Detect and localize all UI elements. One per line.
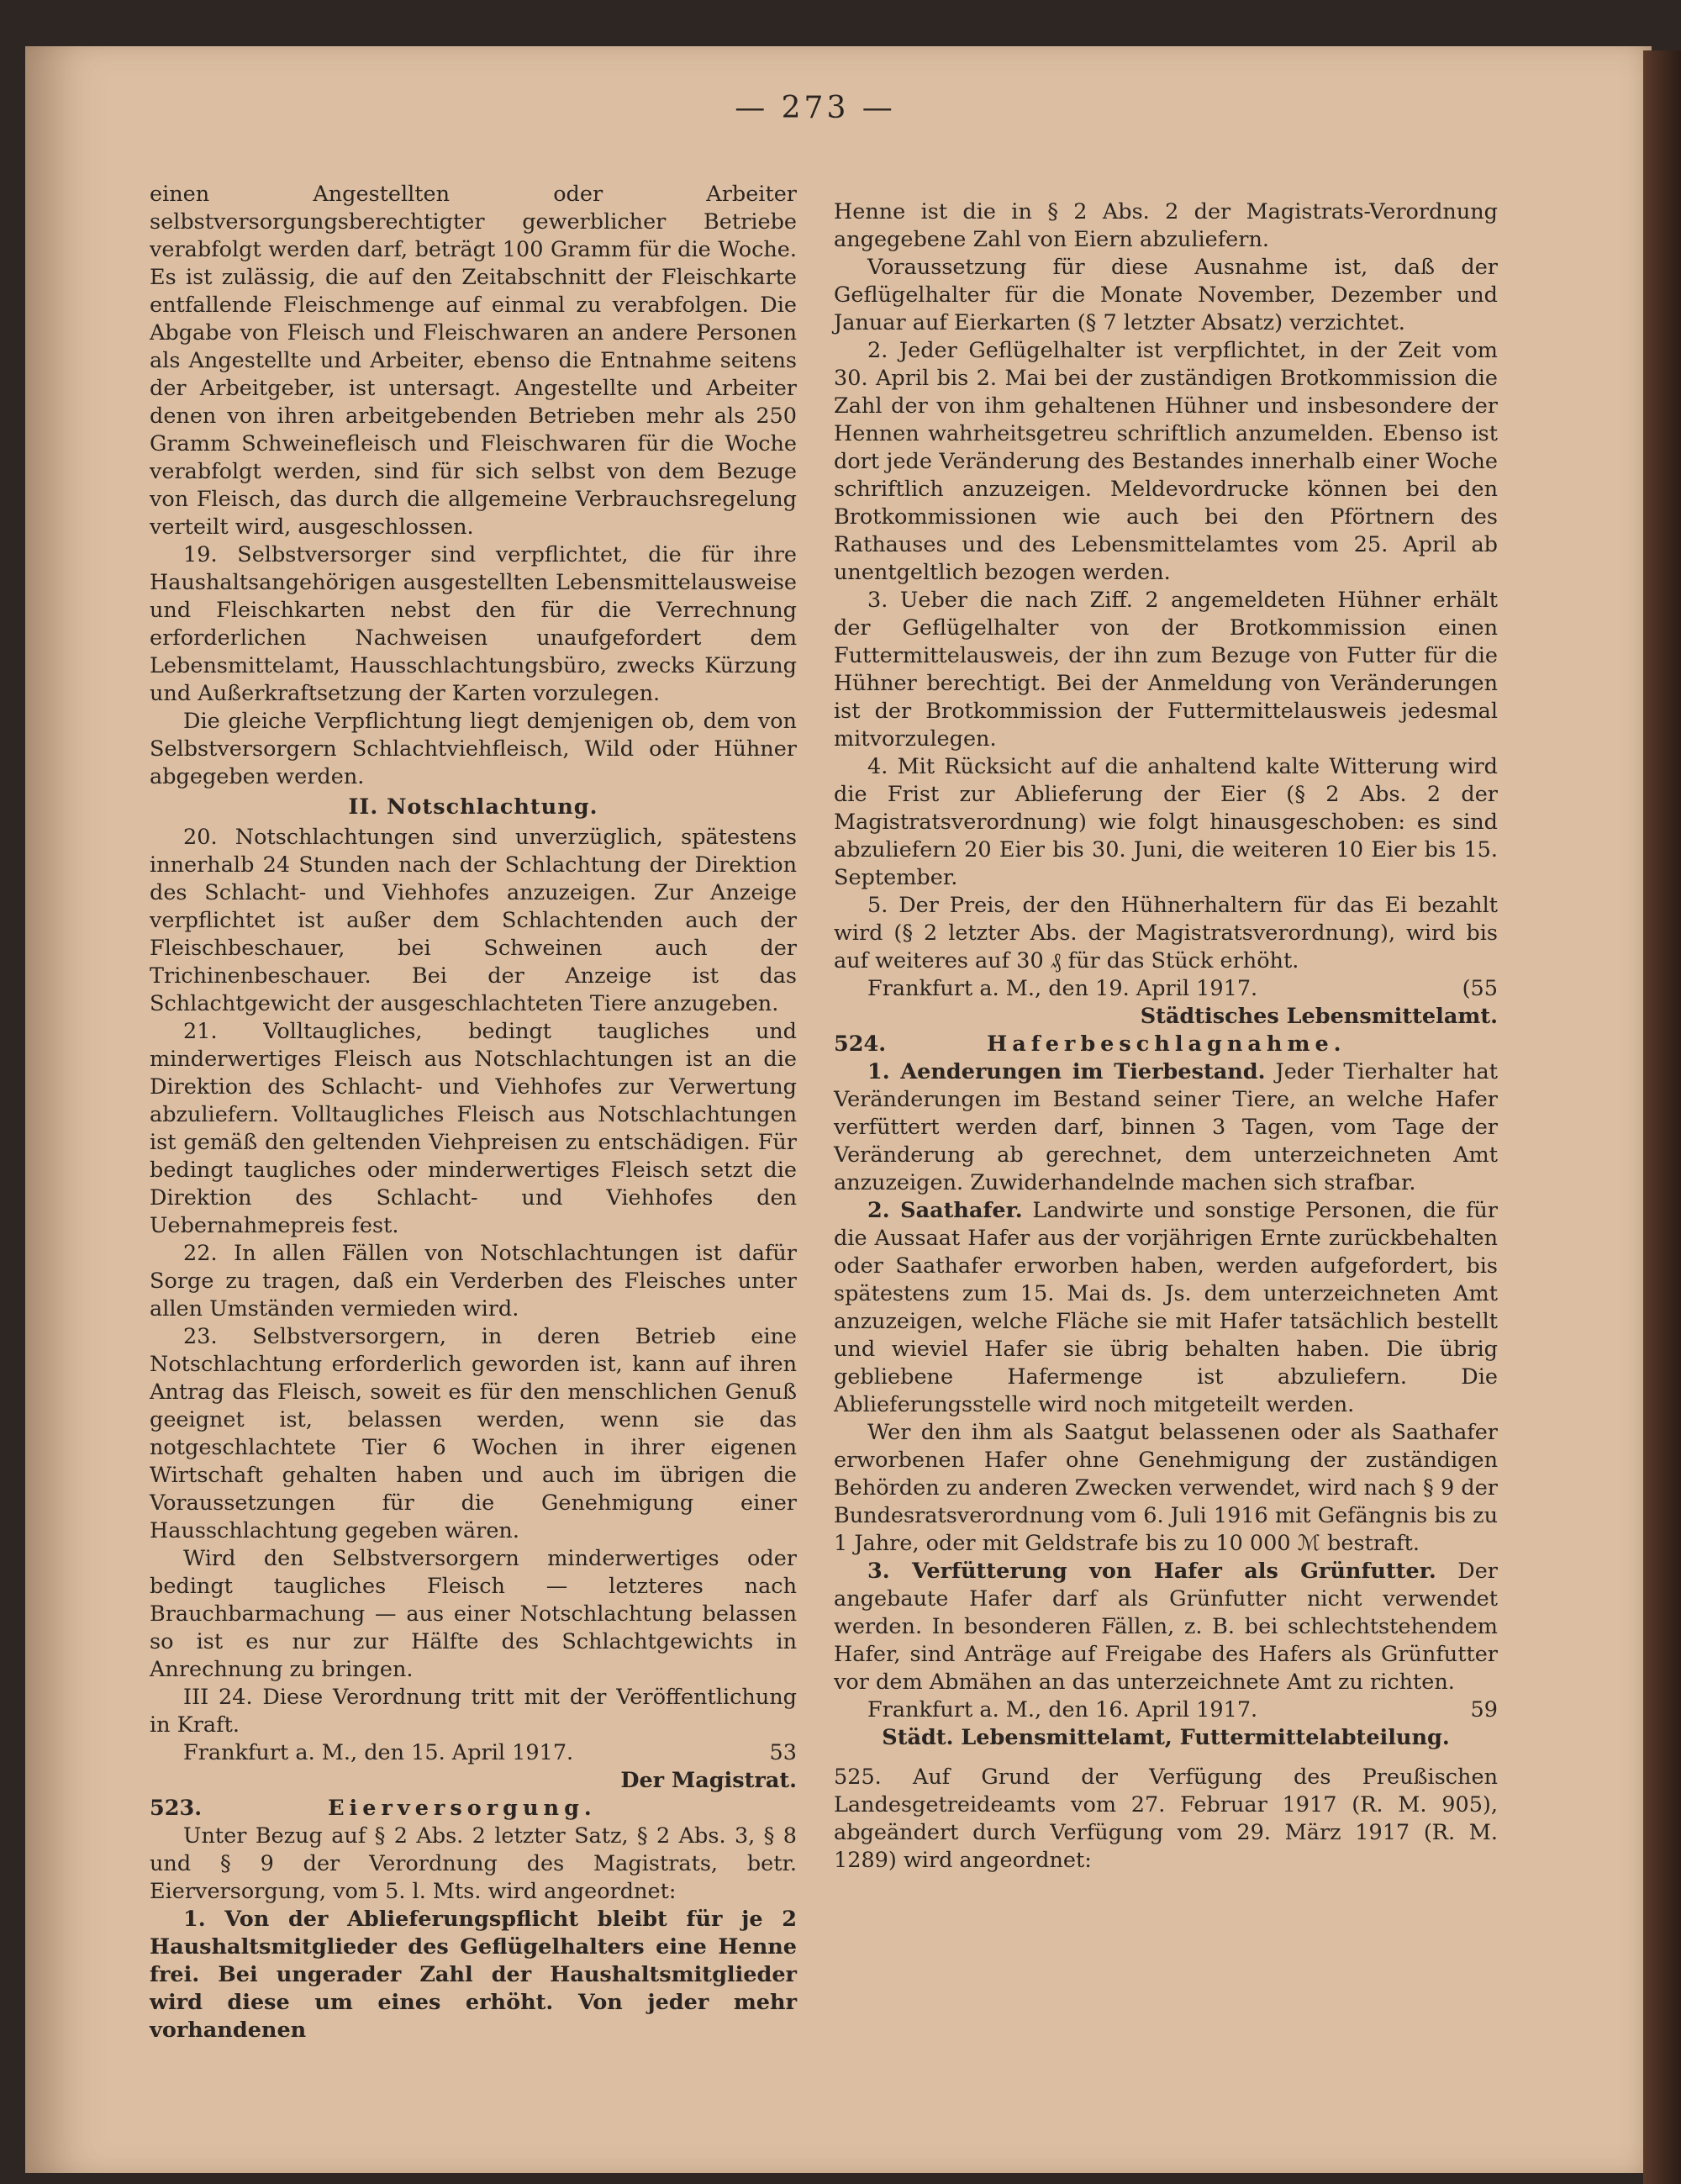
paragraph-2: 2. Jeder Geflügelhalter ist verpflichtet, in der Zeit vom 30. April bis 2. Mai bei der zuständigen Brotkommission die Zahl der von ihm gehaltenen Hühner und insbesondere der Hennen wahrheitsgetreu schriftlich anzumelden. Ebenso ist dort jede Veränderung des Bestandes innerhalb einer Woche schriftlich anzuzeigen. Meldevordrucke können bei den Brotkommissionen wie auch bei den Pförtnern des Rathauses und des Lebensmittelamtes vom 25. April ab unentgeltlich bezogen werden. [834, 338, 1498, 585]
paragraph-524-3 [834, 1558, 1498, 1696]
paragraph-523-1: 1. Von der Ablieferungspflicht bleibt für je 2 Haushaltsmitglieder des Geflügelhalters eine Henne frei. Bei ungerader Zahl der Haushaltsmitglieder wird diese um eines erhöht. Von jeder mehr vorhandenen [150, 1907, 797, 2043]
book-spine [1643, 50, 1681, 2184]
item-heading: 2. Saathafer. [867, 1198, 1023, 1223]
paragraph-continued: Henne ist die in § 2 Abs. 2 der Magistrats-Verordnung angegebene Zahl von Eiern abzuliefern. [834, 199, 1498, 252]
date-text: Frankfurt a. M., den 16. April 1917. [867, 1697, 1258, 1722]
paragraph-22: 22. In allen Fällen von Notschlachtungen ist dafür Sorge zu tragen, daß ein Verderben des Fleisches unter allen Umständen vermieden wird. [150, 1241, 797, 1321]
paragraph-5: 5. Der Preis, der den Hühnerhaltern für das Ei bezahlt wird (§ 2 letzter Abs. der Magistratsverordnung), wird bis auf weiteres auf 30 ₰ für das Stück erhöht. [834, 893, 1498, 973]
paragraph-524-1 [834, 1058, 1498, 1197]
paragraph-4: 4. Mit Rücksicht auf die anhaltend kalte Witterung wird die Frist zur Ablieferung der Eier (§ 2 Abs. 2 der Magistratsverordnung) wie folgt hinausgeschoben: es sind abzuliefern 20 Eier bis 30. Juni, die weiteren 10 Eier bis 15. September. [834, 754, 1498, 890]
page-number: — 273 — [735, 91, 896, 125]
section-title: Eierversorgung. [328, 1796, 597, 1821]
right-column [834, 198, 1498, 1875]
paragraph-21: 21. Volltaugliches, bedingt taugliches und minderwertiges Fleisch aus Notschlachtungen ist an die Direktion des Schlacht- und Viehhofes zur Verwertung abzuliefern. Volltaugliches Fleisch aus Notschlachtungen ist gemäß den geltenden Viehpreisen zu entschädigen. Für bedingt taugliches oder minderwertiges Fleisch setzt die Direktion des Schlacht- und Viehhofes den Uebernahmepreis fest. [150, 1019, 797, 1238]
item-text: Der angebaute Hafer darf als Grünfutter nicht verwendet werden. In besonderen Fällen, z. B. bei schlechtstehendem Hafer, sind Anträge auf Freigabe des Hafers als Grünfutter vor dem Abmähen an das unterzeichnete Amt zu richten. [834, 1559, 1498, 1695]
section-heading-notschlachtung: II. Notschlachtung. [348, 794, 598, 820]
paragraph-19b: Die gleiche Verpflichtung liegt demjenigen ob, dem von Selbstversorgern Schlachtviehfleisch, Wild oder Hühner abgegeben werden. [150, 709, 797, 789]
section-title: Haferbeschlagnahme. [987, 1031, 1346, 1057]
paragraph-3: 3. Ueber die nach Ziff. 2 angemeldeten Hühner erhält der Geflügelhalter von der Brotkommission einen Futtermittelausweis, der ihn zum Bezuge von Futter für die Hühner berechtigt. Bei der Anmeldung von Veränderungen ist der Brotkommission der Futtermittelausweis jedesmal mitvorzulegen. [834, 588, 1498, 752]
paragraph-23b: Wird den Selbstversorgern minderwertiges oder bedingt taugliches Fleisch — letzteres nach Brauchbarmachung — aus einer Notschlachtung belassen so ist es nur zur Hälfte des Schlachtgewichts in Anrechnung zu bringen. [150, 1546, 797, 1682]
section-523-title [150, 1795, 797, 1823]
paragraph-continued: einen Angestellten oder Arbeiter selbstversorgungsberechtigter gewerblicher Betriebe verabfolgt werden darf, beträgt 100 Gramm für die Woche. Es ist zulässig, die auf den Zeitabschnitt der Fleischkarte entfallende Fleischmenge auf einmal zu verabfolgen. Die Abgabe von Fleisch und Fleischwaren an andere Personen als Angestellte und Arbeiter, ebenso die Entnahme seitens der Arbeitgeber, ist untersagt. Angestellte und Arbeiter denen von ihren arbeitgebenden Betrieben mehr als 250 Gramm Schweinefleisch und Fleischwaren für die Woche verabfolgt werden, sind für sich selbst von dem Bezuge von Fleisch, das durch die allgemeine Verbrauchsregelung verteilt wird, ausgeschlossen. [150, 182, 797, 540]
item-heading: 3. Verfütterung von Hafer als Grünfutter. [867, 1559, 1436, 1584]
date-text: Frankfurt a. M., den 15. April 1917. [183, 1740, 574, 1765]
reference-number: 59 [1470, 1697, 1498, 1722]
section-number: 523. [150, 1796, 203, 1821]
signature-futtermittelabteilung: Städt. Lebensmittelamt, Futtermittelabteilung. [882, 1725, 1450, 1750]
paragraph-23: 23. Selbstversorgern, in deren Betrieb eine Notschlachtung erforderlich geworden ist, kann auf ihren Antrag das Fleisch, soweit es für den menschlichen Genuß geeignet ist, belassen werden, wenn sie das notgeschlachtete Tier 6 Wochen in ihrer eigenen Wirtschaft gehalten haben und auch im übrigen die Voraussetzungen für die Genehmigung einer Hausschlachtung gegeben wären. [150, 1324, 797, 1543]
paragraph-524-2b: Wer den ihm als Saatgut belassenen oder als Saathafer erworbenen Hafer ohne Genehmigung der zuständigen Behörden zu anderen Zwecken verwendet, wird nach § 9 der Bundesratsverordnung vom 6. Juli 1916 mit Gefängnis bis zu 1 Jahre, oder mit Geldstrafe bis zu 10 000 ℳ bestraft. [834, 1420, 1498, 1556]
paragraph-24: III 24. Diese Verordnung tritt mit der Veröffentlichung in Kraft. [150, 1685, 797, 1738]
signature-magistrat: Der Magistrat. [620, 1768, 797, 1793]
section-number: 524. [834, 1031, 887, 1057]
dateline-2 [834, 975, 1498, 1003]
paragraph-voraussetzung: Voraussetzung für diese Ausnahme ist, daß der Geflügelhalter für die Monate November, Dezember und Januar auf Eierkarten (§ 7 letzter Absatz) verzichtet. [834, 255, 1498, 335]
item-heading: 1. Aenderungen im Tierbestand. [867, 1059, 1266, 1084]
paragraph-525: 525. Auf Grund der Verfügung des Preußischen Landesgetreideamts vom 27. Februar 1917 (R. M. 905), abgeändert durch Verfügung vom 29. März 1917 (R. M. 1289) wird angeordnet: [834, 1765, 1498, 1873]
paragraph-524-2 [834, 1197, 1498, 1419]
item-text: Jeder Tierhalter hat Veränderungen im Bestand seiner Tiere, an welche Hafer verfüttert werden darf, binnen 3 Tagen, vom Tage der Veränderung ab gerechnet, dem unterzeichneten Amt anzuzeigen. Zuwiderhandelnde machen sich strafbar. [834, 1059, 1498, 1195]
reference-number: 53 [769, 1740, 797, 1765]
paragraph-523-intro: Unter Bezug auf § 2 Abs. 2 letzter Satz, § 2 Abs. 3, § 8 und § 9 der Verordnung des Magistrats, betr. Eierversorgung, vom 5. l. Mts. wird angeordnet: [150, 1823, 797, 1904]
item-text: Landwirte und sonstige Personen, die für die Aussaat Hafer aus der vorjährigen Ernte zurückbehalten oder Saathafer erworben haben, werden aufgefordert, bis spätestens zum 15. Mai ds. Js. dem unterzeichneten Amt anzuzeigen, welche Fläche sie mit Hafer tatsächlich bestellt und wieviel Hafer sie übrig behalten haben. Die übrig gebliebene Hafermenge ist abzuliefern. Die Ablieferungsstelle wird noch mitgeteilt werden. [834, 1198, 1499, 1417]
reference-number: (55 [1462, 976, 1498, 1001]
section-524-title [834, 1031, 1498, 1058]
dateline-3 [834, 1696, 1498, 1724]
paragraph-20: 20. Notschlachtungen sind unverzüglich, spätestens innerhalb 24 Stunden nach der Schlachtung der Direktion des Schlacht- und Viehhofes anzuzeigen. Zur Anzeige verpflichtet ist außer dem Schlachtenden auch der Fleischbeschauer, bei Schweinen auch der Trichinenbeschauer. Bei der Anzeige ist das Schlachtgewicht der ausgeschlachteten Tiere anzugeben. [150, 825, 797, 1016]
dateline-1 [150, 1739, 797, 1767]
date-text: Frankfurt a. M., den 19. April 1917. [867, 976, 1258, 1001]
left-column [150, 181, 797, 2044]
paragraph-19: 19. Selbstversorger sind verpflichtet, die für ihre Haushaltsangehörigen ausgestellten Lebensmittelausweise und Fleischkarten nebst den für die Verrechnung erforderlichen Nachweisen unaufgefordert dem Lebensmittelamt, Hausschlachtungsbüro, zwecks Kürzung und Außerkraftsetzung der Karten vorzulegen. [150, 542, 797, 706]
signature-lebensmittelamt: Städtisches Lebensmittelamt. [1140, 1004, 1498, 1029]
